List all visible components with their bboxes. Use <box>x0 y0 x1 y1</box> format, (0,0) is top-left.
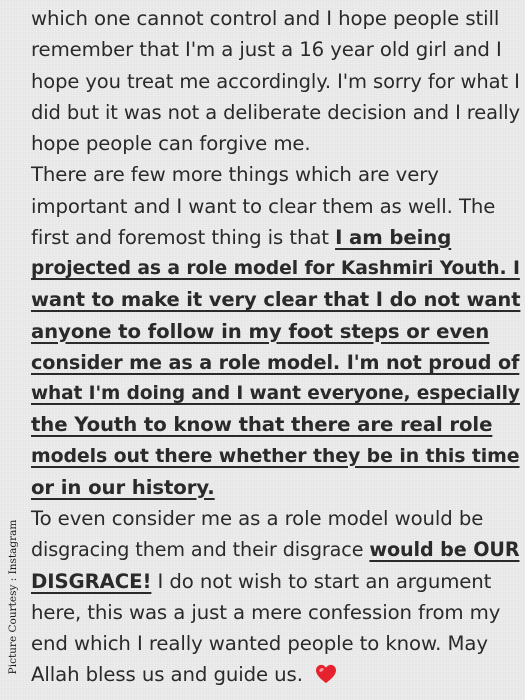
red-heart-icon <box>315 664 337 684</box>
text-line <box>31 253 520 284</box>
emphasized-text: consider me as a role model. I'm not proud of <box>31 350 520 374</box>
text-line <box>31 128 520 159</box>
text-line <box>31 347 520 378</box>
text-line <box>31 66 520 97</box>
plain-text: hope you treat me accordingly. I'm sorry for what I <box>31 69 520 93</box>
text-line <box>31 378 520 409</box>
text-line <box>31 97 520 128</box>
emphasized-text: or in our history. <box>31 475 215 499</box>
plain-text: I do not wish to start an argument <box>151 569 492 593</box>
plain-text: hope people can forgive me. <box>31 132 311 155</box>
text-line <box>31 3 520 34</box>
emphasized-text: I am being <box>335 225 452 249</box>
plain-text: important and I want to clear them as well. The <box>31 194 496 218</box>
text-line <box>31 597 520 628</box>
plain-text: Allah bless us and guide us. <box>31 663 310 687</box>
text-line <box>31 628 520 659</box>
text-line <box>31 566 520 597</box>
emphasized-text: what I'm doing and I want everyone, especially <box>31 383 520 404</box>
plain-text: which one cannot control and I hope people still <box>31 7 500 30</box>
plain-text: To even consider me as a role model would be <box>31 507 484 530</box>
text-line <box>31 409 520 440</box>
text-line <box>31 159 520 190</box>
plain-text: first and foremost thing is that <box>31 225 336 249</box>
emphasized-text: anyone to follow in my foot steps or even <box>31 319 490 343</box>
text-line <box>31 191 520 222</box>
emphasized-text: the Youth to know that there are real role <box>31 413 493 437</box>
emphasized-text: would be OUR <box>369 538 520 562</box>
text-line <box>31 222 520 253</box>
text-line <box>31 34 520 65</box>
text-line <box>31 534 520 565</box>
picture-credit-text: Picture Courtesy : Instagram <box>7 519 19 675</box>
emphasized-text: DISGRACE! <box>31 569 152 593</box>
text-line <box>31 284 520 315</box>
plain-text: There are few more things which are very <box>31 163 439 187</box>
text-line <box>31 441 520 472</box>
plain-text: did but it was not a deliberate decision and I really <box>31 100 520 124</box>
post-text <box>31 3 520 691</box>
emphasized-text: models out there whether they be in this time <box>31 444 520 467</box>
text-line <box>31 503 520 534</box>
emphasized-text: want to make it very clear that I do not want <box>31 288 521 312</box>
text-line <box>31 659 520 690</box>
plain-text: remember that I'm a just a 16 year old girl and I <box>31 38 502 62</box>
plain-text: here, this was a just a mere confession from my <box>31 600 501 624</box>
text-line <box>31 472 520 503</box>
text-line <box>31 316 520 347</box>
picture-credit <box>6 502 20 692</box>
emphasized-text: projected as a role model for Kashmiri Youth. I <box>31 258 520 279</box>
plain-text: end which I really wanted people to know. May <box>31 632 488 655</box>
plain-text: disgracing them and their disgrace <box>31 538 370 562</box>
